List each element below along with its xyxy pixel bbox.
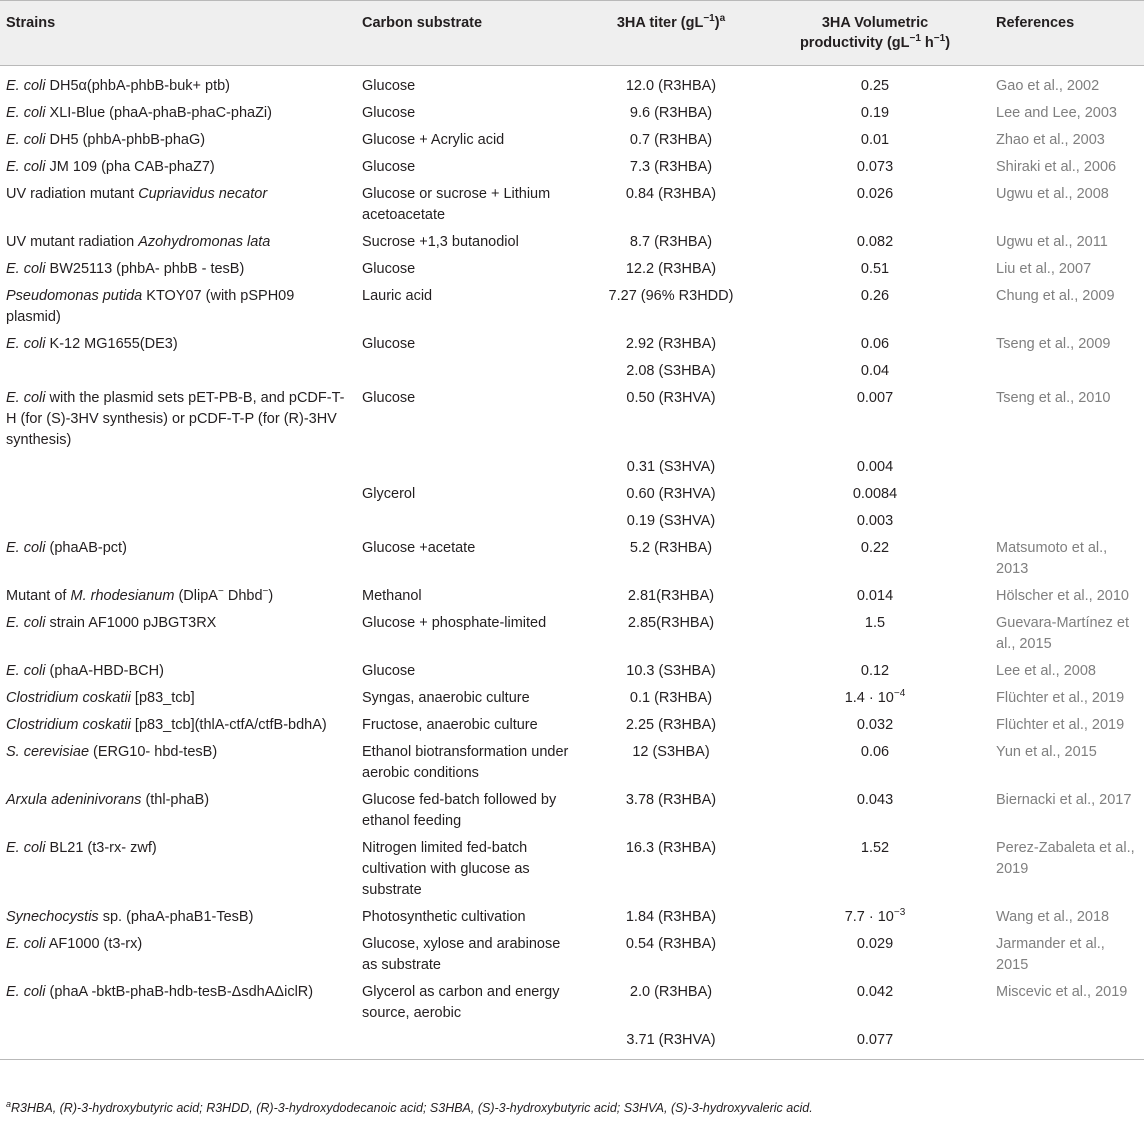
table-row — [0, 583, 1144, 610]
strain-text: [p83_tcb] — [130, 690, 195, 706]
strain-italic: M. rhodesianum — [70, 588, 175, 604]
cell-titer: 12.2 (R3HBA) — [625, 261, 717, 277]
strain-text-mid: Dhbd — [223, 588, 263, 604]
cell-strain — [0, 583, 356, 610]
cell-titer: 2.0 (R3HBA) — [629, 984, 713, 1000]
cell-carbon-substrate: Glucose or sucrose + Lithium acetoacetate — [362, 186, 551, 223]
table-row — [0, 508, 1144, 535]
cell-strain — [0, 358, 356, 385]
productivity-value: 0.082 — [856, 234, 894, 250]
strain-prefix: Mutant of — [6, 588, 71, 604]
cell-productivity — [760, 66, 990, 101]
table-row — [0, 658, 1144, 685]
cell-productivity — [760, 358, 990, 385]
cell-carbon-substrate: Glucose fed-batch followed by ethanol feeding — [362, 792, 557, 829]
cell-carbon-substrate: Fructose, anaerobic culture — [362, 717, 538, 733]
productivity-value: 1.5 — [864, 615, 886, 631]
cell-titer: 0.31 (S3HVA) — [626, 459, 716, 475]
table-row — [0, 358, 1144, 385]
cell-carbon-substrate: Photosynthetic cultivation — [362, 909, 526, 925]
cell-strain — [0, 1027, 356, 1060]
cell-carbon-substrate: Glucose — [362, 261, 416, 277]
table-row — [0, 835, 1144, 904]
cell-productivity — [760, 658, 990, 685]
cell-reference: Yun et al., 2015 — [996, 744, 1097, 760]
strain-text: DH5α(phbA-phbB-buk+ ptb) — [45, 78, 230, 94]
cell-carbon-substrate: Ethanol biotransformation under aerobic conditions — [362, 744, 569, 781]
strain-text: (DlipA — [174, 588, 218, 604]
cell-titer: 12.0 (R3HBA) — [625, 78, 717, 94]
cell-reference: Tseng et al., 2009 — [996, 336, 1111, 352]
table-row — [0, 535, 1144, 583]
strain-text: DH5 (phbA-phbB-phaG) — [45, 132, 206, 148]
cell-strain — [0, 904, 356, 931]
cell-productivity — [760, 535, 990, 583]
cell-productivity — [760, 283, 990, 331]
productivity-value: 0.0084 — [852, 486, 898, 502]
strain-text-end: ) — [268, 588, 274, 604]
productivity-value: 0.043 — [856, 792, 894, 808]
table-row — [0, 283, 1144, 331]
productivity-value: 0.003 — [856, 513, 894, 529]
strain-italic: E. coli — [6, 840, 46, 856]
strain-text: strain AF1000 pJBGT3RX — [45, 615, 217, 631]
strain-italic: S. cerevisiae — [6, 744, 90, 760]
strain-text: (phaA-HBD-BCH) — [45, 663, 164, 679]
cell-titer: 0.84 (R3HBA) — [625, 186, 717, 202]
cell-strain — [0, 712, 356, 739]
productivity-value: 0.01 — [860, 132, 890, 148]
table-row — [0, 154, 1144, 181]
cell-titer: 2.85(R3HBA) — [627, 615, 715, 631]
table-row — [0, 100, 1144, 127]
table-row — [0, 331, 1144, 358]
cell-productivity — [760, 508, 990, 535]
cell-strain — [0, 181, 356, 229]
cell-reference: Hölscher et al., 2010 — [996, 588, 1129, 604]
cell-strain — [0, 787, 356, 835]
cell-titer: 2.81(R3HBA) — [627, 588, 715, 604]
strain-prefix: UV radiation mutant — [6, 186, 139, 202]
strain-text: XLI-Blue (phaA-phaB-phaC-phaZi) — [45, 105, 272, 121]
cell-productivity — [760, 481, 990, 508]
cell-carbon-substrate: Nitrogen limited fed-batch cultivation with glucose as substrate — [362, 840, 530, 898]
cell-reference: Matsumoto et al., 2013 — [996, 540, 1108, 577]
cell-titer: 2.08 (S3HBA) — [626, 363, 716, 379]
cell-titer: 0.1 (R3HBA) — [629, 690, 713, 706]
cell-strain — [0, 931, 356, 979]
header-row — [0, 1, 1144, 66]
cell-carbon-substrate: Glucose, xylose and arabinose as substrate — [362, 936, 561, 973]
footnote — [6, 1098, 813, 1115]
table-row — [0, 127, 1144, 154]
cell-titer: 9.6 (R3HBA) — [629, 105, 713, 121]
cell-carbon-substrate — [356, 508, 582, 535]
cell-strain — [0, 256, 356, 283]
cell-reference: Flüchter et al., 2019 — [996, 690, 1125, 706]
cell-titer: 16.3 (R3HBA) — [625, 840, 717, 856]
cell-reference: Guevara-Martínez et al., 2015 — [996, 615, 1129, 652]
cell-carbon-substrate: Glucose +acetate — [362, 540, 476, 556]
cell-strain — [0, 154, 356, 181]
cell-titer: 2.25 (R3HBA) — [625, 717, 717, 733]
strain-italic: E. coli — [6, 540, 46, 556]
header-productivity: 3HA Volumetric productivity ($gL^{-1}$ $h^{-1}$) — [760, 1, 990, 66]
strain-italic: E. coli — [6, 936, 46, 952]
cell-carbon-substrate: Methanol — [362, 588, 422, 604]
cell-carbon-substrate: Glycerol — [362, 486, 416, 502]
productivity-value: 0.04 — [860, 363, 890, 379]
cell-reference: Gao et al., 2002 — [996, 78, 1100, 94]
cell-titer: 7.27 (96% R3HDD) — [608, 288, 734, 304]
cell-productivity — [760, 787, 990, 835]
cell-strain — [0, 685, 356, 712]
cell-strain — [0, 535, 356, 583]
productivity-value: 0.077 — [856, 1032, 894, 1048]
strain-italic: Clostridium coskatii — [6, 690, 131, 706]
strain-text: [p83_tcb](thlA-ctfA/ctfB-bdhA) — [130, 717, 327, 733]
cell-strain — [0, 385, 356, 454]
cell-titer: 3.71 (R3HVA) — [582, 1027, 760, 1060]
cell-strain — [0, 508, 356, 535]
strain-text: (phaAB-pct) — [45, 540, 127, 556]
cell-titer: 12 (S3HBA) — [632, 744, 710, 760]
footnote-text: R3HBA, (R)-3-hydroxybutyric acid; R3HDD, (R)-3-hydroxydodecanoic acid; S3HBA, (S)-3-hydroxybutyric acid; S3HVA, (S)-3-hydroxyvaleric acid. — [11, 1101, 813, 1115]
strain-italic: E. coli — [6, 984, 46, 1000]
strain-sup: − — [217, 586, 224, 598]
strain-text: JM 109 (pha CAB-phaZ7) — [45, 159, 215, 175]
cell-strain — [0, 331, 356, 358]
cell-titer: 0.50 (R3HVA) — [626, 390, 716, 406]
productivity-value: 0.004 — [856, 459, 894, 475]
cell-reference: Ugwu et al., 2008 — [996, 186, 1109, 202]
cell-reference: Ugwu et al., 2011 — [996, 234, 1108, 250]
cell-reference: Biernacki et al., 2017 — [996, 792, 1132, 808]
cell-strain — [0, 100, 356, 127]
strain-italic: E. coli — [6, 78, 46, 94]
cell-carbon-substrate — [356, 454, 582, 481]
cell-reference: Perez-Zabaleta et al., 2019 — [996, 840, 1135, 877]
header-titer: 3HA titer $(gL^{-1})^a$ — [582, 1, 760, 66]
cell-reference: Wang et al., 2018 — [996, 909, 1110, 925]
strain-text: AF1000 (t3-rx) — [45, 936, 143, 952]
cell-reference: Zhao et al., 2003 — [996, 132, 1105, 148]
productivity-exponent: −3 — [893, 907, 906, 919]
cell-reference: Flüchter et al., 2019 — [996, 717, 1125, 733]
cell-titer: 0.60 (R3HVA) — [626, 486, 716, 502]
cell-reference: Shiraki et al., 2006 — [996, 159, 1117, 175]
strain-italic: Cupriavidus necator — [138, 186, 268, 202]
cell-productivity — [760, 931, 990, 979]
strain-text: KTOY07 (with pSPH09 plasmid) — [6, 288, 295, 325]
cell-reference — [990, 1027, 1144, 1060]
cell-productivity — [760, 229, 990, 256]
productivity-value: 0.06 — [860, 744, 890, 760]
table-row — [0, 1027, 1144, 1060]
cell-reference: Tseng et al., 2010 — [996, 390, 1111, 406]
productivity-value: 0.25 — [860, 78, 890, 94]
productivity-value: 0.014 — [856, 588, 894, 604]
header-references: References — [990, 1, 1144, 66]
cell-strain — [0, 66, 356, 101]
cell-carbon-substrate: Glucose — [362, 390, 416, 406]
table-row — [0, 787, 1144, 835]
cell-reference: Chung et al., 2009 — [996, 288, 1115, 304]
strain-italic: E. coli — [6, 336, 46, 352]
productivity-value: 0.22 — [860, 540, 890, 556]
table-row — [0, 904, 1144, 931]
cell-titer: 2.92 (R3HBA) — [625, 336, 717, 352]
cell-carbon-substrate: Lauric acid — [362, 288, 433, 304]
strain-text: with the plasmid sets pET-PB-B, and pCDF-T-H (for (S)-3HV synthesis) or pCDF-T-P (for (R)-3HV synthesis) — [6, 390, 345, 448]
table-row — [0, 66, 1144, 101]
table-row — [0, 685, 1144, 712]
cell-carbon-substrate: Glucose — [362, 105, 416, 121]
cell-reference — [990, 358, 1144, 385]
cell-carbon-substrate: Sucrose +1,3 butanodiol — [362, 234, 519, 250]
footnote-mark: a — [6, 1098, 12, 1109]
cell-titer: 5.2 (R3HBA) — [629, 540, 713, 556]
cell-reference — [990, 454, 1144, 481]
table-header — [0, 1, 1144, 66]
cell-strain — [0, 979, 356, 1027]
cell-productivity — [760, 610, 990, 658]
cell-productivity — [760, 685, 990, 712]
table-row — [0, 739, 1144, 787]
cell-titer: 10.3 (S3HBA) — [626, 663, 716, 679]
strain-italic: E. coli — [6, 132, 46, 148]
table-row — [0, 931, 1144, 979]
cell-productivity — [760, 256, 990, 283]
strain-text: (thl-phaB) — [141, 792, 210, 808]
productivity-value: 0.06 — [860, 336, 890, 352]
cell-productivity — [760, 331, 990, 358]
strain-text: (ERG10- hbd-tesB) — [89, 744, 218, 760]
strain-italic: Synechocystis — [6, 909, 99, 925]
cell-productivity — [760, 154, 990, 181]
cell-strain — [0, 454, 356, 481]
strain-prefix: UV mutant radiation — [6, 234, 139, 250]
cell-productivity — [760, 385, 990, 454]
cell-carbon-substrate: Glycerol as carbon and energy source, aerobic — [362, 984, 560, 1021]
strain-text: BW25113 (phbA- phbB - tesB) — [45, 261, 245, 277]
cell-carbon-substrate: Glucose — [362, 663, 416, 679]
cell-titer: 3.78 (R3HBA) — [625, 792, 717, 808]
header-strains: Strains — [0, 1, 356, 66]
cell-strain — [0, 481, 356, 508]
cell-reference: Miscevic et al., 2019 — [996, 984, 1128, 1000]
cell-strain — [0, 283, 356, 331]
cell-reference: Liu et al., 2007 — [996, 261, 1092, 277]
productivity-value: 0.029 — [856, 936, 894, 952]
table-row — [0, 712, 1144, 739]
cell-productivity — [760, 979, 990, 1027]
productivity-value: 0.26 — [860, 288, 890, 304]
cell-strain — [0, 610, 356, 658]
strain-italic: E. coli — [6, 159, 46, 175]
cell-titer: 0.54 (R3HBA) — [625, 936, 717, 952]
cell-productivity — [760, 181, 990, 229]
productivity-value: 1.4 · 10 — [844, 690, 894, 706]
productivity-value: 0.073 — [856, 159, 894, 175]
strain-italic: E. coli — [6, 615, 46, 631]
cell-productivity — [760, 904, 990, 931]
productivity-value: 7.7 · 10 — [844, 909, 894, 925]
cell-carbon-substrate: Glucose — [362, 336, 416, 352]
productivity-exponent: −4 — [893, 688, 906, 700]
cell-reference — [990, 481, 1144, 508]
strain-text: BL21 (t3-rx- zwf) — [45, 840, 157, 856]
strain-italic: E. coli — [6, 261, 46, 277]
productivity-value: 0.51 — [860, 261, 890, 277]
productivity-value: 0.19 — [860, 105, 890, 121]
table-row — [0, 454, 1144, 481]
strain-italic: E. coli — [6, 390, 46, 406]
productivity-value: 0.12 — [860, 663, 890, 679]
cell-productivity — [760, 454, 990, 481]
cell-reference — [990, 508, 1144, 535]
cell-carbon-substrate: Glucose — [362, 159, 416, 175]
productivity-value: 0.026 — [856, 186, 894, 202]
cell-reference: Lee and Lee, 2003 — [996, 105, 1117, 121]
cell-reference: Lee et al., 2008 — [996, 663, 1096, 679]
cell-productivity — [760, 712, 990, 739]
strain-italic: E. coli — [6, 105, 46, 121]
strain-italic: Pseudomonas putida — [6, 288, 143, 304]
cell-strain — [0, 739, 356, 787]
productivity-value: 0.032 — [856, 717, 894, 733]
productivity-value: 1.52 — [860, 840, 890, 856]
cell-productivity — [760, 127, 990, 154]
cell-strain — [0, 127, 356, 154]
cell-carbon-substrate: Glucose — [362, 78, 416, 94]
cell-carbon-substrate: Syngas, anaerobic culture — [362, 690, 530, 706]
cell-carbon-substrate — [356, 358, 582, 385]
cell-carbon-substrate: Glucose + Acrylic acid — [362, 132, 505, 148]
header-carbon-substrate: Carbon substrate — [356, 1, 582, 66]
cell-carbon-substrate — [356, 1027, 582, 1060]
strain-text: sp. (phaA-phaB1-TesB) — [98, 909, 254, 925]
table-row — [0, 181, 1144, 229]
table-body — [0, 66, 1144, 1060]
table-row — [0, 979, 1144, 1027]
table-row — [0, 229, 1144, 256]
cell-titer: 0.7 (R3HBA) — [629, 132, 713, 148]
table-row — [0, 256, 1144, 283]
strain-sup: − — [262, 586, 269, 598]
strain-italic: Azohydromonas lata — [138, 234, 271, 250]
strain-text: K-12 MG1655(DE3) — [45, 336, 178, 352]
cell-productivity — [760, 1027, 990, 1060]
strain-italic: Arxula adeninivorans — [6, 792, 142, 808]
cell-strain — [0, 229, 356, 256]
cell-strain — [0, 835, 356, 904]
cell-productivity — [760, 100, 990, 127]
cell-carbon-substrate: Glucose + phosphate-limited — [362, 615, 547, 631]
table-row — [0, 481, 1144, 508]
productivity-value: 0.007 — [856, 390, 894, 406]
cell-titer: 0.19 (S3HVA) — [626, 513, 716, 529]
table-row — [0, 385, 1144, 454]
strain-italic: E. coli — [6, 663, 46, 679]
cell-productivity — [760, 583, 990, 610]
cell-productivity — [760, 835, 990, 904]
productivity-value: 0.042 — [856, 984, 894, 1000]
cell-titer: 8.7 (R3HBA) — [629, 234, 713, 250]
strain-italic: Clostridium coskatii — [6, 717, 131, 733]
cell-strain — [0, 658, 356, 685]
table-row — [0, 610, 1144, 658]
cell-productivity — [760, 739, 990, 787]
cell-reference: Jarmander et al., 2015 — [996, 936, 1105, 973]
cell-titer: 7.3 (R3HBA) — [629, 159, 713, 175]
strain-text: (phaA -bktB-phaB-hdb-tesB-ΔsdhAΔiclR) — [45, 984, 314, 1000]
cell-titer: 1.84 (R3HBA) — [625, 909, 717, 925]
